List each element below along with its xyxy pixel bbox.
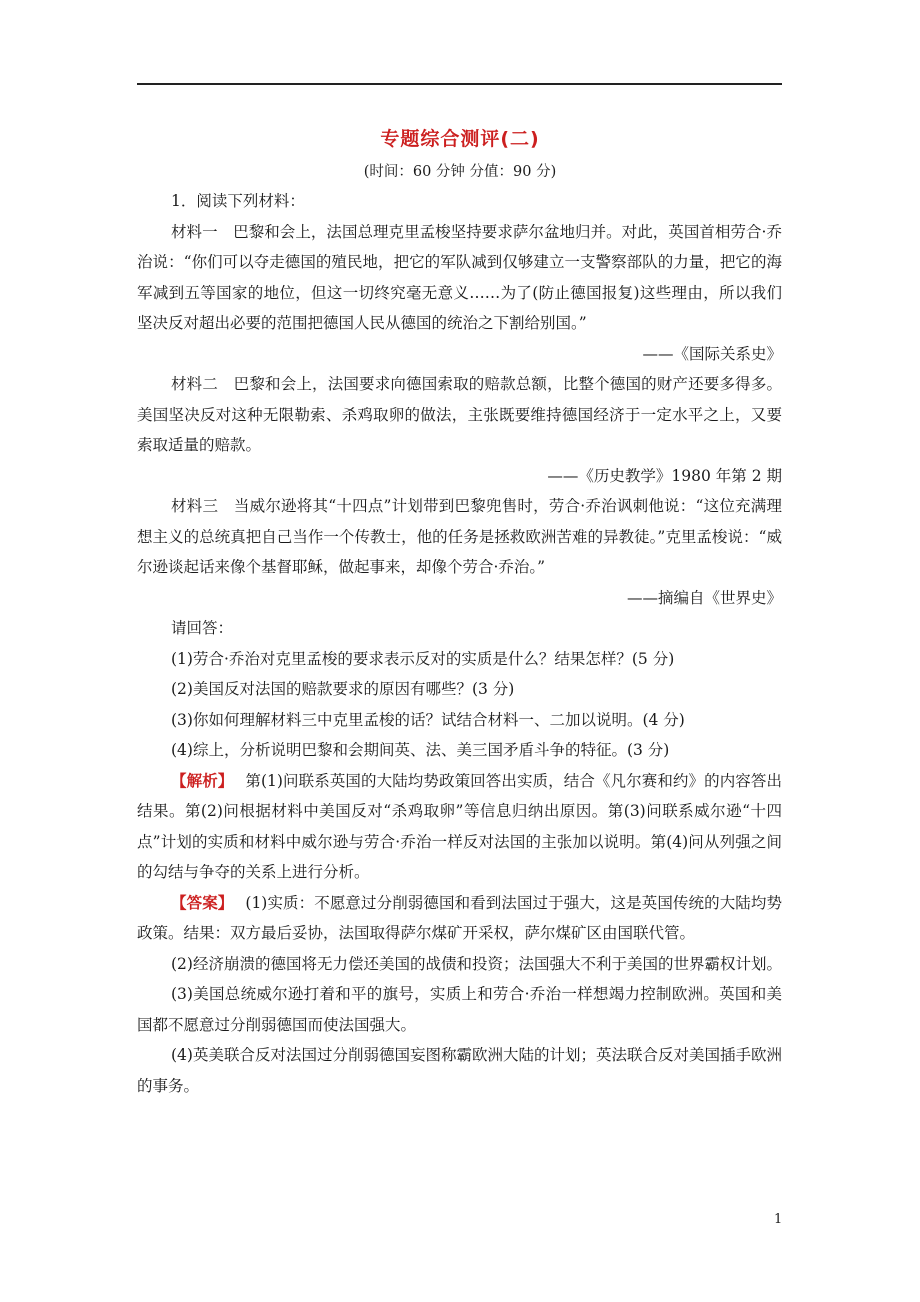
sub-question-2: (2)美国反对法国的赔款要求的原因有哪些？(3 分) [171, 680, 515, 698]
page-title: 专题综合测评(二) [380, 128, 540, 150]
answer-prompt: 请回答： [171, 619, 234, 637]
header-rule [137, 83, 782, 85]
answer-part-3: (3)美国总统威尔逊打着和平的旗号，实质上和劳合·乔治一样想竭力控制欧洲。英国和美国都不愿意过分削弱德国而使法国强大。 [137, 985, 782, 1034]
answer-part-4: (4)英美联合反对法国过分削弱德国妄图称霸欧洲大陆的计划；英法联合反对美国插手欧洲的事务。 [137, 1046, 782, 1095]
answer-block [137, 888, 782, 949]
question-intro: 1．阅读下列材料： [171, 192, 305, 210]
material-1: 材料一 巴黎和会上，法国总理克里孟梭坚持要求萨尔盆地归并。对此，英国首相劳合·乔治说：“你们可以夺走德国的殖民地，把它的军队减到仅够建立一支警察部队的力量，把它的海军减到五等国家的地位，但这一切终究毫无意义……为了(防止德国报复)这些理由，所以我们坚决反对超出必要的范围把德国人民从德国的统治之下割给别国。” [137, 222, 782, 332]
exam-info: (时间：60 分钟 分值：90 分) [363, 164, 557, 180]
answer-label: 【答案】 [171, 892, 234, 912]
material-3-source: ——摘编自《世界史》 [626, 588, 782, 607]
sub-question-3: (3)你如何理解材料三中克里孟梭的话？试结合材料一、二加以说明。(4 分) [171, 710, 685, 729]
material-2-source: ——《历史教学》1980 年第 2 期 [547, 466, 782, 485]
page-number: 1 [774, 1212, 783, 1227]
sub-question-1: (1)劳合·乔治对克里孟梭的要求表示反对的实质是什么？结果怎样？(5 分) [171, 649, 675, 668]
analysis-block [137, 766, 782, 888]
material-1-source: ——《国际关系史》 [642, 344, 782, 363]
material-3: 材料三 当威尔逊将其“十四点”计划带到巴黎兜售时，劳合·乔治讽刺他说：“这位充满理想主义的总统真把自己当作一个传教士，他的任务是拯救欧洲苦难的异教徒。”克里孟梭说：“威尔逊谈起话来像个基督耶稣，做起事来，却像个劳合·乔治。” [137, 497, 782, 576]
answer-part-1: (1)实质：不愿意过分削弱德国和看到法国过于强大，这是英国传统的大陆均势政策。结果：双方最后妥协，法国取得萨尔煤矿开采权，萨尔煤矿区由国联代管。 [137, 893, 782, 942]
analysis-text: 第(1)问联系英国的大陆均势政策回答出实质，结合《凡尔赛和约》的内容答出结果。第(2)问根据材料中美国反对“杀鸡取卵”等信息归纳出原因。第(3)问联系威尔逊“十四点”计划的实质和材料中威尔逊与劳合·乔治一样反对法国的主张加以说明。第(4)问从列强之间的勾结与争夺的关系上进行分析。 [137, 771, 782, 881]
material-2: 材料二 巴黎和会上，法国要求向德国索取的赔款总额，比整个德国的财产还要多得多。美国坚决反对这种无限勒索、杀鸡取卵的做法，主张既要维持德国经济于一定水平之上，又要索取适量的赔款。 [137, 375, 782, 454]
answer-part-2: (2)经济崩溃的德国将无力偿还美国的战债和投资；法国强大不利于美国的世界霸权计划。 [171, 954, 782, 973]
analysis-label: 【解析】 [171, 770, 234, 790]
question-body [137, 186, 782, 1101]
sub-question-4: (4)综上，分析说明巴黎和会期间英、法、美三国矛盾斗争的特征。(3 分) [171, 741, 670, 759]
